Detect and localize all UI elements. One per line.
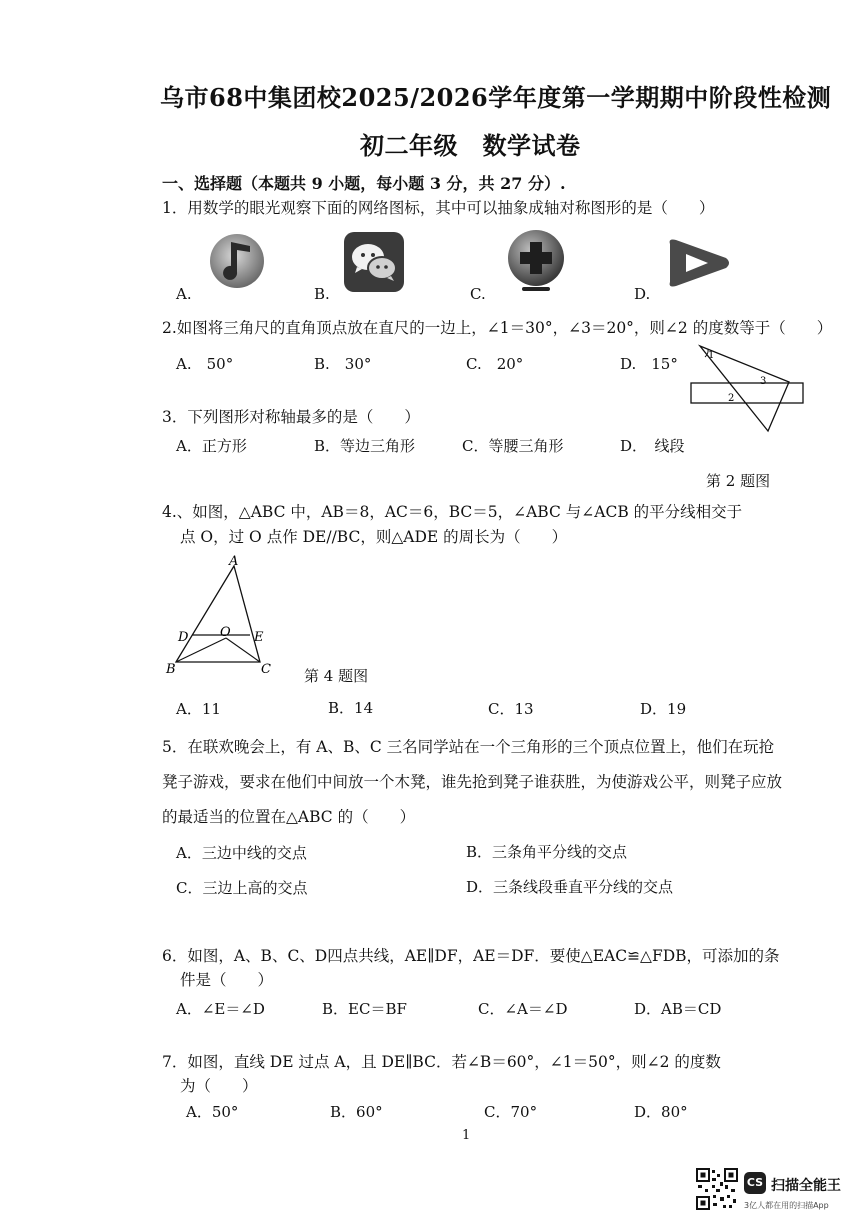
play-triangle-icon: [664, 236, 734, 290]
question-2-stem: 2.如图将三角尺的直角顶点放在直尺的一边上，∠1＝30°，∠3＝20°，则∠2 的度数等于（ ）: [162, 319, 833, 337]
q2-figure-caption: 第 2 题图: [706, 472, 771, 490]
question-6-line2: 件是（ ）: [180, 971, 274, 989]
q7-option-d: D．80°: [634, 1103, 688, 1121]
page-subtitle: 初二年级 数学试卷: [360, 131, 581, 160]
q4-label-o: O: [220, 625, 231, 640]
q4-option-d: D．19: [640, 700, 687, 718]
q4-label-b: B: [166, 662, 176, 677]
scanner-brand-name: 扫描全能王: [771, 1178, 841, 1194]
scanner-brand-tagline: 3亿人都在用的扫描App: [744, 1201, 829, 1210]
q5-option-b: B．三条角平分线的交点: [466, 843, 628, 861]
question-4-stem-line1: 4.、如图，△ABC 中，AB＝8，AC＝6，BC＝5，∠ABC 与∠ACB 的平分线相交于: [162, 503, 743, 521]
q3-option-a: A．正方形: [176, 437, 247, 455]
q2-label-1: 1: [708, 350, 715, 361]
q4-option-c: C．13: [488, 700, 534, 718]
q1-option-b: B.: [314, 285, 330, 303]
q5-option-d: D．三条线段垂直平分线的交点: [466, 878, 674, 896]
q4-option-b: B．14: [328, 699, 374, 717]
q2-option-c: C. 20°: [466, 355, 524, 373]
q1-option-c: C.: [470, 285, 486, 303]
plus-circle-icon: [504, 228, 568, 294]
question-5-line2: 凳子游戏，要求在他们中间放一个木凳，谁先抢到凳子谁获胜，为使游戏公平，则凳子应放: [162, 773, 783, 791]
q4-label-a: A: [229, 554, 239, 569]
q7-option-a: A．50°: [186, 1103, 239, 1121]
q3-option-d: D． 线段: [620, 437, 685, 455]
q6-option-a: A．∠E＝∠D: [176, 1000, 265, 1018]
q3-option-c: C．等腰三角形: [462, 437, 564, 455]
q6-option-c: C．∠A＝∠D: [478, 1000, 568, 1018]
q2-label-2: 2: [728, 393, 735, 404]
question-5-line3: 的最适当的位置在△ABC 的（ ）: [162, 808, 416, 826]
q2-option-d: D. 15°: [620, 355, 678, 373]
q1-option-a: A.: [176, 285, 192, 303]
q2-label-3: 3: [760, 376, 767, 387]
qr-code-icon: [696, 1168, 738, 1210]
wechat-icon: [343, 231, 405, 293]
question-3-stem: 3．下列图形对称轴最多的是（ ）: [162, 408, 420, 426]
q4-label-c: C: [261, 662, 271, 677]
q7-option-b: B．60°: [330, 1103, 383, 1121]
question-7-line1: 7．如图，直线 DE 过点 A，且 DE∥BC．若∠B＝60°，∠1＝50°，则∠2 的度数: [162, 1053, 721, 1071]
question-5-line1: 5．在联欢晚会上，有 A、B、C 三名同学站在一个三角形的三个顶点位置上，他们在玩抢: [162, 738, 775, 756]
q4-figure-caption: 第 4 题图: [304, 667, 369, 685]
q4-label-d: D: [178, 630, 189, 645]
q2-option-a: A. 50°: [176, 355, 234, 373]
q3-option-b: B．等边三角形: [314, 437, 416, 455]
q2-option-b: B. 30°: [314, 355, 372, 373]
question-1-stem: 1．用数学的眼光观察下面的网络图标，其中可以抽象成轴对称图形的是（ ）: [162, 199, 715, 217]
music-note-icon: [206, 232, 268, 290]
q5-option-c: C．三边上高的交点: [176, 879, 308, 897]
q6-option-b: B．EC＝BF: [322, 1000, 407, 1018]
q5-option-a: A．三边中线的交点: [176, 844, 307, 862]
question-6-line1: 6．如图，A、B、C、D四点共线，AE∥DF，AE＝DF．要使△EAC≌△FDB，可添加的条: [162, 947, 780, 965]
page-title: 乌市68中集团校2025/2026学年度第一学期期中阶段性检测: [160, 83, 832, 112]
q6-option-d: D．AB＝CD: [634, 1000, 722, 1018]
question-4-stem-line2: 点 O，过 O 点作 DE//BC，则△ADE 的周长为（ ）: [180, 528, 568, 546]
q4-option-a: A．11: [176, 700, 221, 718]
question-7-line2: 为（ ）: [180, 1077, 258, 1095]
q4-figure-triangle: [164, 552, 284, 682]
page-number: 1: [462, 1128, 471, 1143]
section-heading: 一、选择题（本题共 9 小题，每小题 3 分，共 27 分）.: [162, 174, 566, 193]
q7-option-c: C．70°: [484, 1103, 538, 1121]
q4-label-e: E: [254, 630, 264, 645]
q1-option-d: D.: [634, 285, 651, 303]
q2-figure-ruler-triangle: [688, 340, 806, 434]
cs-badge-icon: CS: [744, 1172, 766, 1194]
